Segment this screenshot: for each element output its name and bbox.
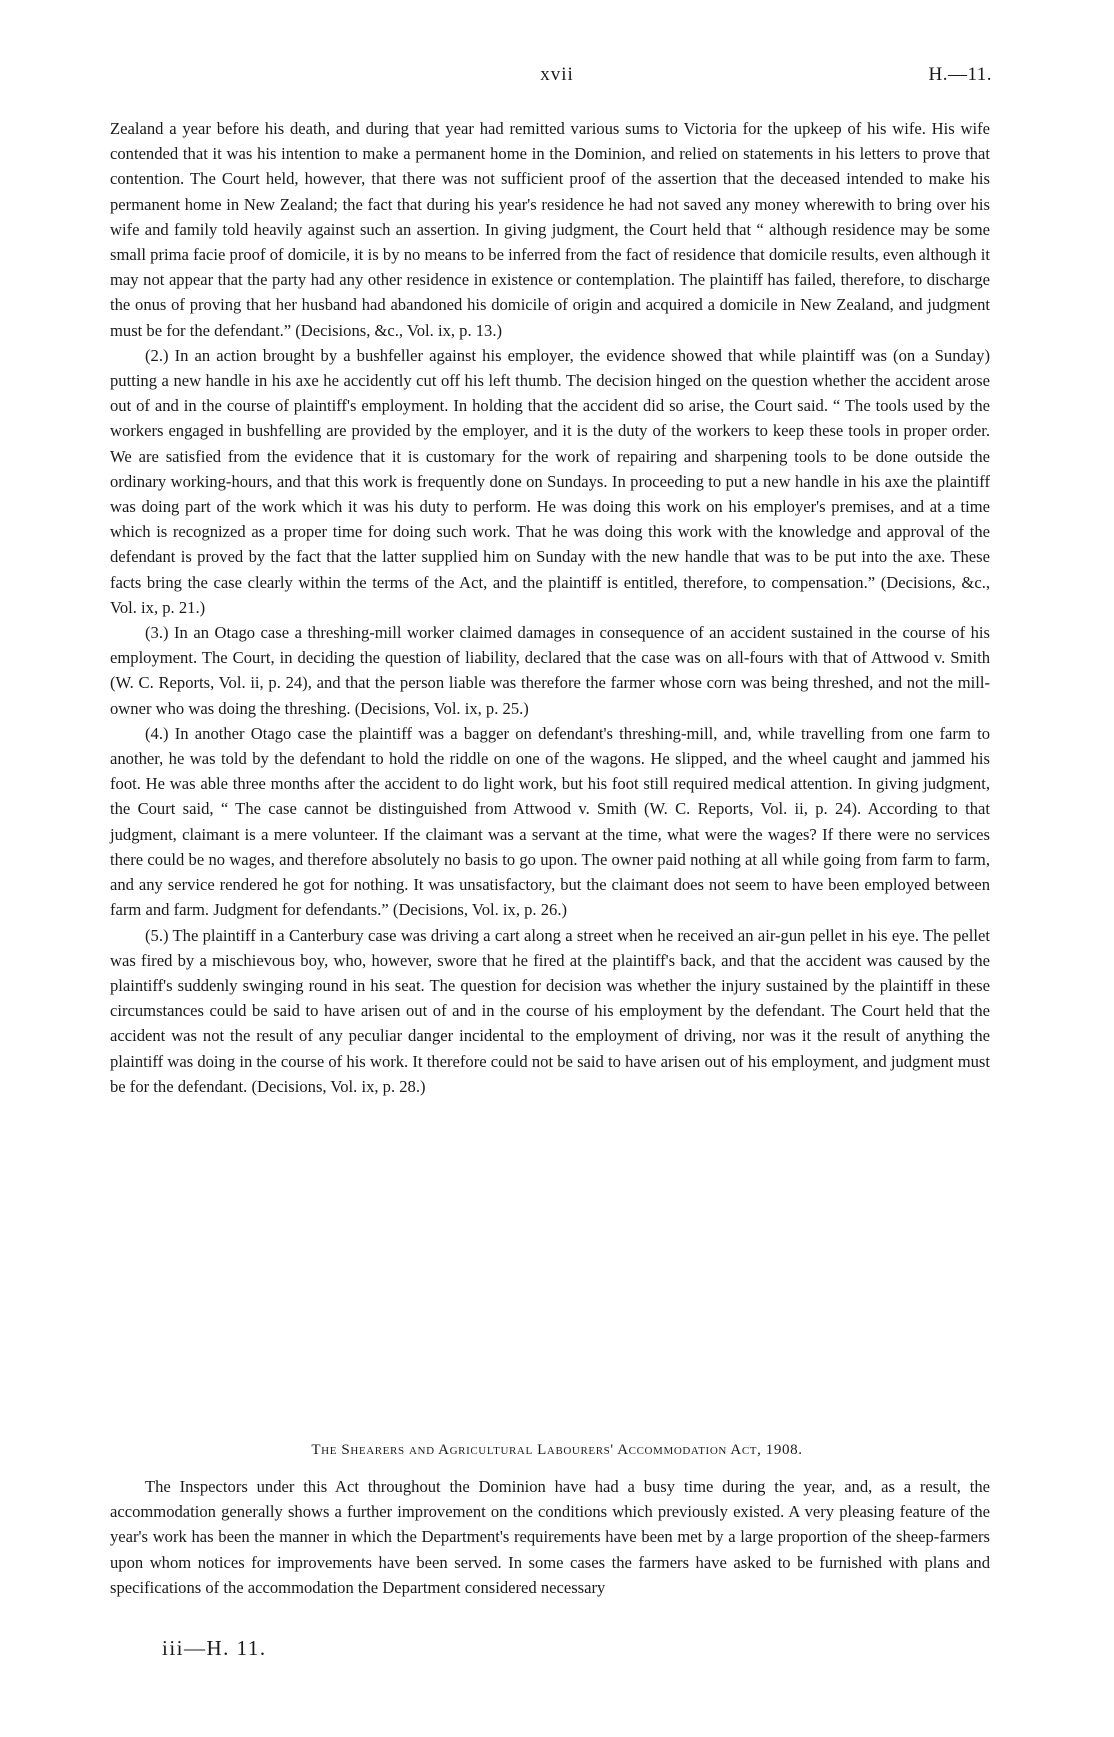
section-heading: The Shearers and Agricultural Labourers' Accommodation Act, 1908.: [311, 1442, 803, 1458]
paragraph-1: Zealand a year before his death, and during that year had remitted various sums to Victoria for the upkeep of his wife. His wife contended that it was his intention to make a permanent home in the Dominion, and relied on statements in his letters to prove that contention. The Court held, however, that there was not sufficient proof of the assertion that the deceased intended to make his permanent home in New Zealand; the fact that during his year's residence he had not saved any money wherewith to bring over his wife and family told heavily against such an assertion. In giving judgment, the Court held that “ although residence may be some small prima facie proof of domicile, it is by no means to be inferred from the fact of residence that domicile results, even although it may not appear that the party had any other residence in existence or contemplation. The plaintiff has failed, therefore, to discharge the onus of proving that her husband had abandoned his domicile of origin and acquired a domicile in New Zealand, and judgment must be for the defendant.” (Decisions, &c., Vol. ix, p. 13.): [110, 119, 990, 340]
paragraph-2: (2.) In an action brought by a bushfeller against his employer, the evidence showed that while plaintiff was (on a Sunday) putting a new handle in his axe he accidently cut off his left thumb. The decision hinged on the question whether the accident arose out of and in the course of plaintiff's employment. In holding that the accident did so arise, the Court said. “ The tools used by the workers engaged in bushfelling are provided by the employer, and it is the duty of the workers to keep these tools in proper order. We are satisfied from the evidence that it is customary for the work of repairing and sharpening tools to be done outside the ordinary working-hours, and that this work is frequently done on Sundays. In proceeding to put a new handle in his axe the plaintiff was doing part of the work which it was his duty to perform. He was doing this work on his employer's premises, and at a time which is recognized as a proper time for doing such work. That he was doing this work with the knowledge and approval of the defendant is proved by the fact that the latter supplied him on Sunday with the new handle that was to be put into the axe. These facts bring the case clearly within the terms of the Act, and the plaintiff is entitled, therefore, to compensation.” (Decisions, &c., Vol. ix, p. 21.): [110, 345, 990, 617]
paragraph-4: (4.) In another Otago case the plaintiff was a bagger on defendant's threshing-mill, and, while travelling from one farm to another, he was told by the defendant to hold the riddle on one of the wagons. He slipped, and the wheel caught and jammed his foot. He was able three months after the accident to do light work, but his foot still required medical attention. In giving judgment, the Court said, “ The case cannot be distinguished from Attwood v. Smith (W. C. Reports, Vol. ii, p. 24). According to that judgment, claimant is a mere volunteer. If the claimant was a servant at the time, what were the wages? If there were no services there could be no wages, and therefore absolutely no basis to go upon. The owner paid nothing at all while going from farm to farm, and any service rendered he got for nothing. It was unsatisfactory, but the claimant does not seem to have been employed between farm and farm. Judgment for defendants.” (Decisions, Vol. ix, p. 26.): [110, 723, 990, 920]
page-number: xvii: [540, 64, 574, 85]
body-text: [110, 116, 990, 1099]
section-paragraph: The Inspectors under this Act throughout the Dominion have had a busy time during the year, and, as a result, the accommodation generally shows a further improvement on the conditions which previously existed. A very pleasing feature of the year's work has been the manner in which the Department's requirements have been met by a large proportion of the sheep-farmers upon whom notices for improvements have been served. In some cases the farmers have asked to be furnished with plans and specifications of the accommodation the Department considered necessary: [110, 1477, 990, 1597]
paragraph-3: (3.) In an Otago case a threshing-mill worker claimed damages in consequence of an accident sustained in the course of his employment. The Court, in deciding the question of liability, declared that the case was on all-fours with that of Attwood v. Smith (W. C. Reports, Vol. ii, p. 24), and that the person liable was therefore the farmer whose corn was being threshed, and not the mill-owner who was doing the threshing. (Decisions, Vol. ix, p. 25.): [110, 623, 990, 718]
printer-signature-mark: iii—H. 11.: [162, 1636, 267, 1660]
paragraph-5: (5.) The plaintiff in a Canterbury case was driving a cart along a street when he received an air-gun pellet in his eye. The pellet was fired by a mischievous boy, who, however, swore that he fired at the plaintiff's back, and that the accident was caused by the plaintiff's suddenly swinging round in his seat. The question for decision was whether the injury sustained by the plaintiff in these circumstances could be said to have arisen out of and in the course of his employment by the defendant. The Court held that the accident was not the result of any peculiar danger incidental to the employment of driving, nor was it the result of anything the plaintiff was doing in the course of his work. It therefore could not be said to have arisen out of his employment, and judgment must be for the defendant. (Decisions, Vol. ix, p. 28.): [110, 925, 990, 1096]
document-reference: H.—11.: [928, 64, 992, 85]
